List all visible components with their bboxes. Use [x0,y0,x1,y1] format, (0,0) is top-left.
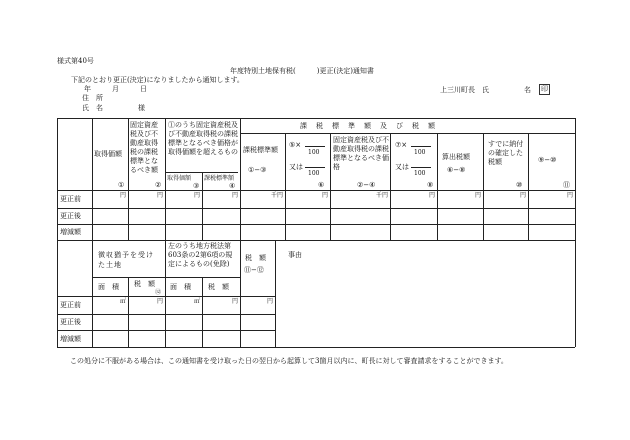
row-label-diff: 増減額 [60,228,81,236]
document-title: 年度特別土地保有税( )更正(決定)通知書 [230,67,374,75]
header-calculated-tax: 算出税額 [442,153,470,161]
col-num-8: ⑧ [427,181,434,189]
header-c9-formula: ⑥−⑧ [447,166,466,174]
t2-unit-area-1: ㎡ [119,298,126,305]
unit-c10: 円 [519,192,526,199]
header-exceeding-portion: ①のうち固定資産税及び不動産取得税の課税標準となるべき価格が取得価額を超えるもの [168,121,238,156]
header-c6-a: ⑤× [289,141,302,149]
header-fixed-asset-base: 固定資産税及び不動産取得税の課税標準となるべき額 [130,121,158,174]
row-label-before: 更正前 [60,195,81,203]
issuer: 上三川町長 氏 名 [440,86,531,94]
unit-c1: 円 [119,192,126,199]
unit-c2: 円 [156,192,163,199]
header-t2-tax-1: 税 額 [134,280,155,288]
header-t2-tax-3: 税 額 [245,254,266,262]
t2-row-label-diff: 増減額 [60,335,81,343]
col-num-10: ⑩ [516,181,523,189]
appeal-notice: この処分に不服がある場合は、この通知書を受け取った日の翌日から起算して3箇月以内に、町長に対して審査請求をすることができます。 [70,357,508,365]
seal-mark: 印 [541,85,548,93]
header-exemption: 左のうち地方税法第603条の2第6項の規定によるもの(免除) [168,242,233,268]
intro-text: 下記のとおり更正(決定)になりましたから通知します。 [71,76,244,84]
header-t2-formula: ⑪−⑫ [244,266,264,274]
header-t2-area-1: 面 積 [98,283,119,291]
header-t2-area-2: 面 積 [170,283,191,291]
col-num-6: ⑥ [318,181,325,189]
unit-c7: 千円 [375,192,388,199]
header-sub-base-amount: 課税標準額 [204,175,235,182]
col-num-12: ⑫ [155,289,162,296]
header-already-fixed-tax: すでに納付の確定した税額 [488,140,524,166]
header-c8-b: 又は [395,163,409,171]
form-number: 様式第40号 [57,57,94,65]
t2-unit-area-2: ㎡ [193,298,200,305]
header-tax-base: 課税標準額 [243,146,278,154]
header-t2-tax-2: 税 額 [208,283,229,291]
header-c8-frac-1: 100 [414,149,426,156]
header-tax-base-formula: ①−③ [248,166,267,174]
header-acquisition-price: 取得価額 [94,150,122,158]
col-num-2: ② [155,181,162,189]
header-sub-acq-price: 取得価額 [167,175,192,182]
header-c8-a: ⑦× [395,141,408,149]
col-num-1: ① [118,181,125,189]
header-deferred-land: 徴収猶予を受けた土地 [98,251,154,269]
unit-c11: 円 [566,192,573,199]
unit-c6: 円 [321,192,328,199]
name-label: 氏 名 様 [82,104,145,112]
reason-label: 事由 [288,251,302,259]
t2-unit-tax-1: 円 [156,298,163,305]
col-num-11: ⑪ [563,181,570,189]
address-label: 住 所 [82,94,103,102]
row-label-after: 更正後 [60,212,81,220]
header-c6-frac-1: 100 [308,149,320,156]
t2-row-label-after: 更正後 [60,318,81,326]
group-header-tax-base: 課 税 標 準 額 及 び 税 額 [300,122,436,130]
unit-c5: 千円 [270,192,283,199]
unit-c9: 円 [474,192,481,199]
header-fixed-asset-price: 固定資産税及び不動産取得税の課税標準となるべき価格 [333,136,389,171]
col-num-3: ③ [193,182,200,190]
unit-c3: 円 [193,192,200,199]
header-c8-frac-2: 100 [414,170,426,177]
header-c6-frac-2: 100 [308,170,320,177]
unit-c8: 円 [428,192,435,199]
t2-unit-tax-2: 円 [231,298,238,305]
unit-c4: 円 [231,192,238,199]
date-label: 年 月 日 [84,85,147,93]
header-c11: ⑨−⑩ [538,156,557,164]
header-c6-b: 又は [289,163,303,171]
t2-unit-tax-3: 円 [266,298,273,305]
col-num-4: ④ [229,182,236,190]
header-c7-formula: ②−④ [357,181,376,189]
t2-row-label-before: 更正前 [60,301,81,309]
